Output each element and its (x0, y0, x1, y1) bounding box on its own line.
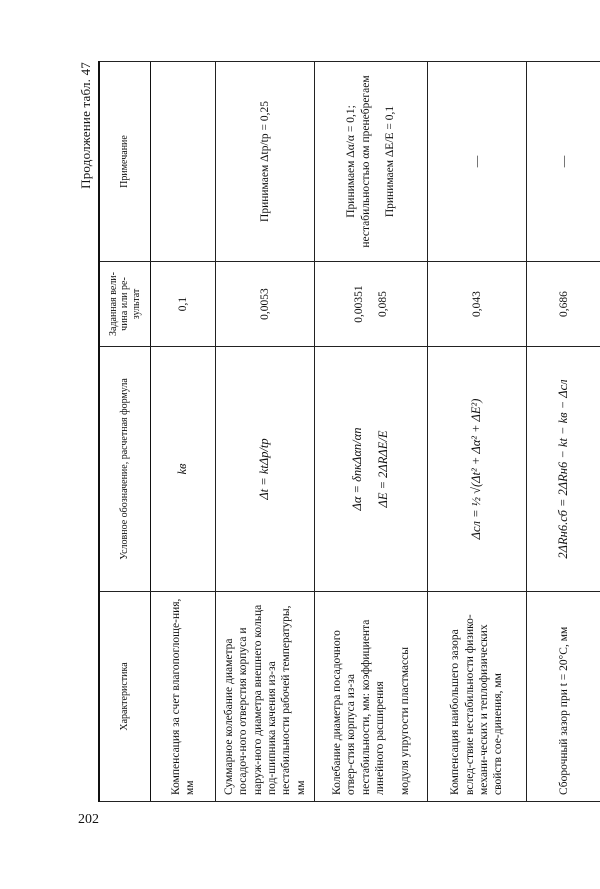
cell-characteristic: Компенсация наибольшего зазора вслед-ствие нестабильности физико-механи-ческих и теплофизических свойств сое-динения, мм (428, 592, 527, 802)
cell-value: 0,043 (428, 262, 527, 347)
page-number: 202 (78, 812, 99, 827)
cell-note: — (527, 62, 600, 262)
cell-note: — (428, 62, 527, 262)
cell-formula: Δt = ktΔр/tр (216, 347, 315, 592)
table-caption: Продолжение табл. 47 (78, 62, 93, 189)
header-note: Примечание (99, 62, 151, 262)
cell-note (315, 62, 428, 262)
table-row (527, 62, 600, 802)
formula-a: Δα = δпкΔαп/αп (350, 427, 365, 511)
formula-b: ΔE = 2ΔRΔE/E (376, 430, 390, 508)
characteristic-b: модуля упругости пластмассы (398, 647, 411, 795)
cell-note (151, 62, 216, 262)
cell-formula: 2ΔRн6.сб = 2ΔRн6 − kt − kв − Δсл (527, 347, 600, 592)
cell-value: 0,1 (151, 262, 216, 347)
cell-value (315, 262, 428, 347)
value-b: 0,085 (377, 291, 389, 317)
table-row (216, 62, 315, 802)
cell-formula (315, 347, 428, 592)
data-table (98, 61, 600, 802)
cell-value: 0,686 (527, 262, 600, 347)
rotated-table-block (78, 62, 571, 802)
cell-characteristic: Суммарное колебание диаметра посадоч-ного отверстия корпуса и наруж-ного диаметра внешнего кольца под-шипника качения из-за нестабильности рабочей температуры, мм (216, 592, 315, 802)
note-a: Принимаем Δα/α = 0,1; нестабильностью αм пренебрегаем (345, 75, 372, 248)
header-row (99, 62, 151, 802)
note-b: Принимаем ΔE/E = 0,1 (384, 105, 397, 218)
cell-characteristic: Компенсация за счет влагопоглоще-ния, мм (151, 592, 216, 802)
cell-formula: kв (151, 347, 216, 592)
characteristic-a: Колебание диаметра посадочного отвер-стия корпуса из-за нестабильности, мм: коэффициента линейного расширения (331, 619, 387, 795)
cell-characteristic (315, 592, 428, 802)
table-row (315, 62, 428, 802)
header-characteristic: Характеристика (99, 592, 151, 802)
cell-note: Принимаем Δtр/tр = 0,25 (216, 62, 315, 262)
header-value: Заданная вели- чина или ре- зультат (99, 262, 151, 347)
cell-formula: Δсл = ½ √(Δt² + Δα² + ΔE²) (428, 347, 527, 592)
cell-characteristic: Сборочный зазор при t = 20°C, мм (527, 592, 600, 802)
cell-value: 0,0053 (216, 262, 315, 347)
table-row (428, 62, 527, 802)
value-a: 0,00351 (352, 285, 365, 323)
header-formula: Условное обозначение, расчетная формула (99, 347, 151, 592)
table-row (151, 62, 216, 802)
